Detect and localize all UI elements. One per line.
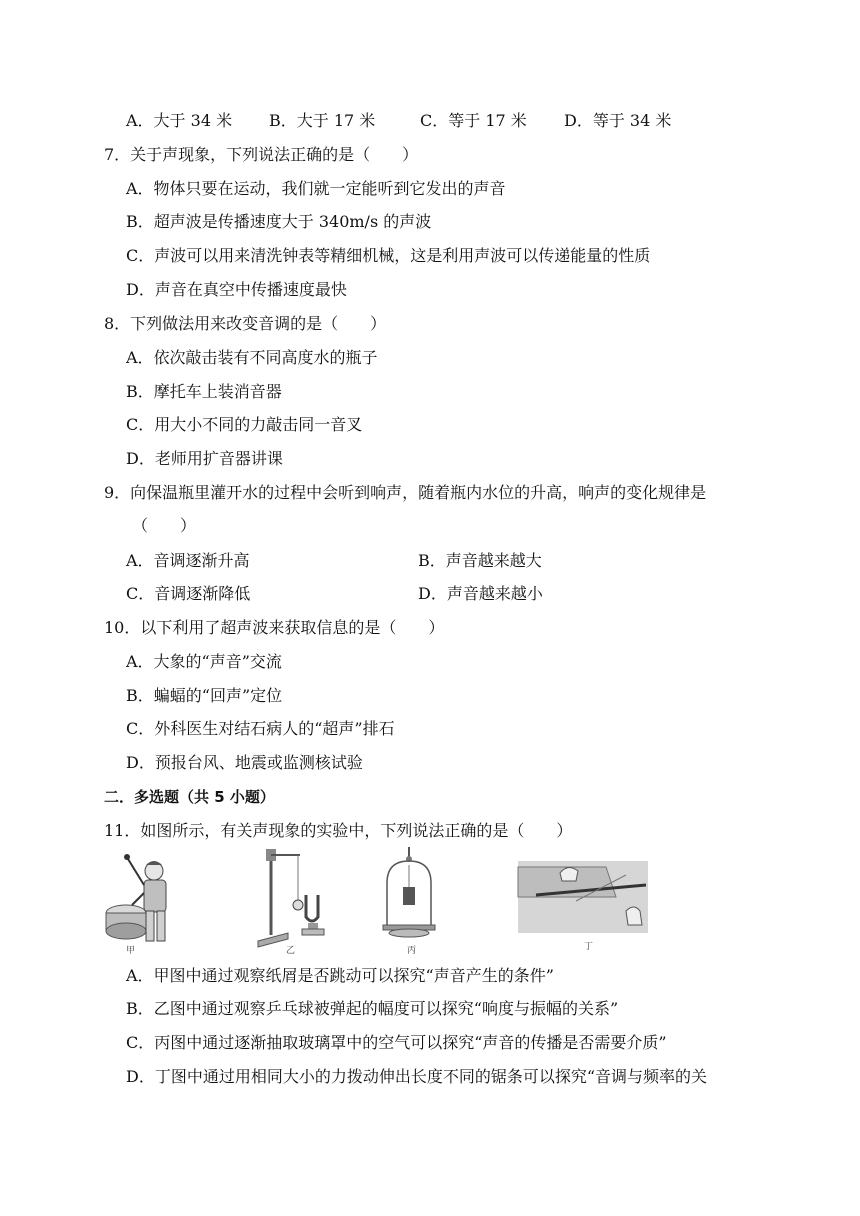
q9-stem-cont: （ ） — [132, 516, 197, 535]
section-heading: 二．多选题（共 5 小题） — [104, 788, 275, 806]
q7-option-d: D．声音在真空中传播速度最快 — [126, 280, 347, 299]
q10-option-b: B．蝙蝠的“回声”定位 — [126, 686, 283, 705]
figure-label-ding: 丁 — [584, 942, 594, 952]
figure-jia-drum-image — [104, 845, 184, 960]
q7-option-c: C．声波可以用来清洗钟表等精细机械，这是利用声波可以传递能量的性质 — [126, 246, 651, 265]
q11-option-d: D．丁图中通过用相同大小的力拨动伸出长度不同的锯条可以探究“音调与频率的关 — [126, 1067, 708, 1086]
q9-option-c: C．音调逐渐降低 — [126, 584, 251, 603]
figure-label-jia: 甲 — [126, 946, 136, 956]
q8-option-b: B．摩托车上装消音器 — [126, 382, 282, 401]
q10-stem: 10．以下利用了超声波来获取信息的是（ ） — [104, 618, 445, 637]
q7-option-b: B．超声波是传播速度大于 340m/s 的声波 — [126, 212, 432, 231]
q11-option-a: A．甲图中通过观察纸屑是否跳动可以探究“声音产生的条件” — [126, 966, 554, 985]
figure-yi-tuning-fork-image — [254, 845, 334, 960]
q10-option-c: C．外科医生对结石病人的“超声”排石 — [126, 719, 395, 738]
q7-option-a: A．物体只要在运动，我们就一定能听到它发出的声音 — [126, 179, 506, 198]
q6-option-c: C．等于 17 米 — [420, 111, 527, 130]
q6-option-d: D．等于 34 米 — [564, 111, 672, 130]
q9-option-a: A．音调逐渐升高 — [126, 551, 250, 570]
q9-option-d: D．声音越来越小 — [418, 584, 543, 603]
figure-label-yi: 乙 — [286, 946, 296, 956]
figure-ding-saw-blade-image — [516, 845, 656, 960]
q8-option-a: A．依次敲击装有不同高度水的瓶子 — [126, 348, 378, 367]
q9-stem: 9．向保温瓶里灌开水的过程中会听到响声，随着瓶内水位的升高，响声的变化规律是 — [104, 483, 707, 502]
q11-option-b: B．乙图中通过观察乒乓球被弹起的幅度可以探究“响度与振幅的关系” — [126, 999, 619, 1018]
q11-figures — [104, 845, 664, 960]
q8-option-d: D．老师用扩音器讲课 — [126, 449, 283, 468]
q6-option-a: A．大于 34 米 — [126, 111, 233, 130]
q11-stem: 11．如图所示，有关声现象的实验中，下列说法正确的是（ ） — [104, 821, 573, 840]
figure-bing-bell-jar-image — [379, 845, 439, 960]
q6-option-b: B．大于 17 米 — [269, 111, 376, 130]
q11-option-c: C．丙图中通过逐渐抽取玻璃罩中的空气可以探究“声音的传播是否需要介质” — [126, 1033, 667, 1052]
q10-option-d: D．预报台风、地震或监测核试验 — [126, 753, 363, 772]
q7-stem: 7．关于声现象，下列说法正确的是（ ） — [104, 145, 419, 164]
q6-options — [126, 110, 726, 132]
figure-label-bing: 丙 — [407, 946, 417, 956]
q9-option-b: B．声音越来越大 — [418, 551, 542, 570]
q8-option-c: C．用大小不同的力敲击同一音叉 — [126, 415, 363, 434]
q8-stem: 8．下列做法用来改变音调的是（ ） — [104, 314, 387, 333]
q10-option-a: A．大象的“声音”交流 — [126, 652, 282, 671]
